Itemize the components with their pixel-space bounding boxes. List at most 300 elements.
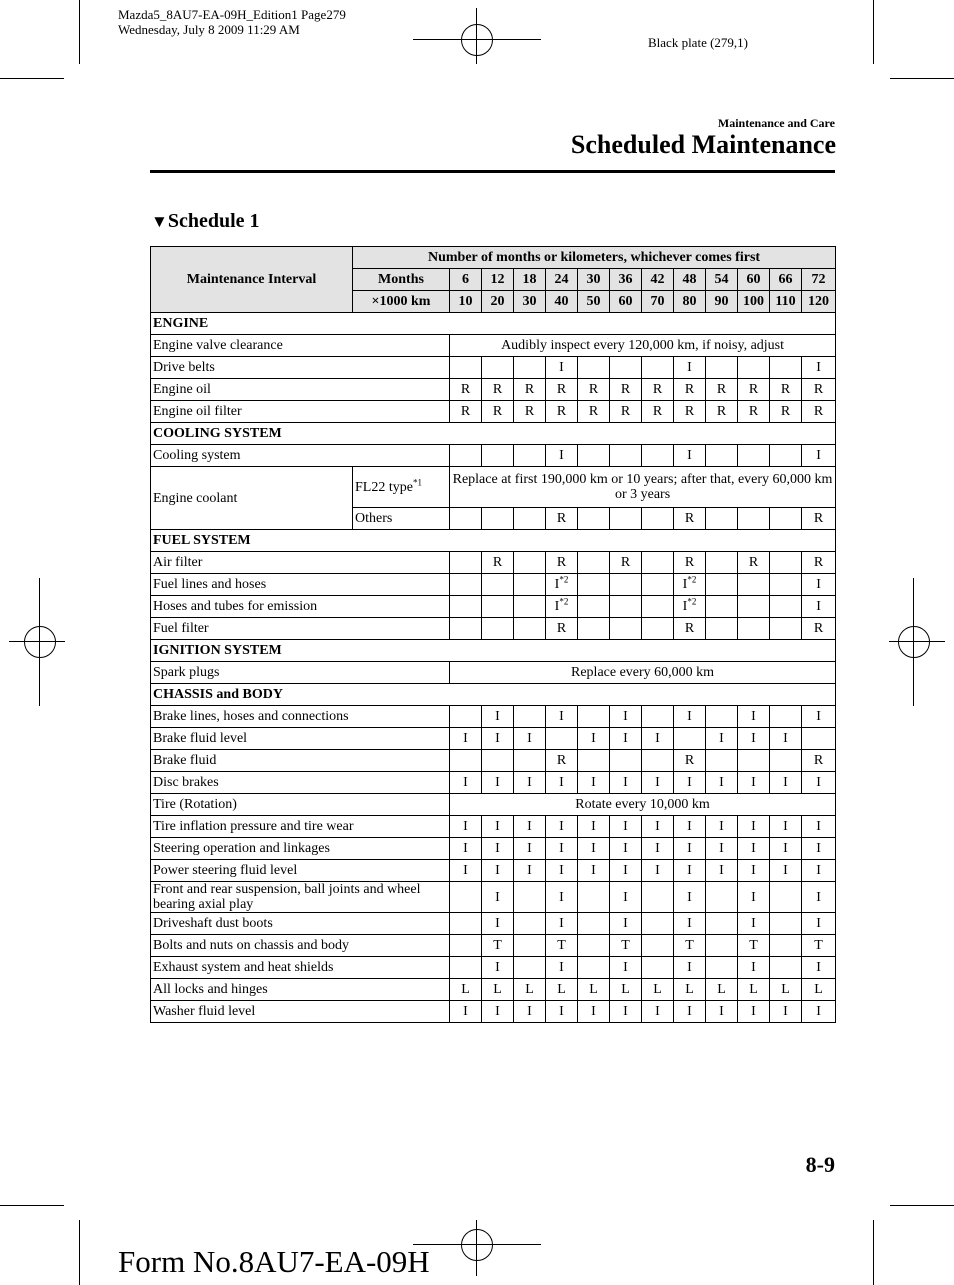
schedule-cell: I bbox=[802, 957, 836, 979]
schedule-cell: I bbox=[482, 913, 514, 935]
crop-mark bbox=[873, 0, 874, 64]
schedule-cell: R bbox=[674, 508, 706, 530]
schedule-cell bbox=[706, 552, 738, 574]
schedule-cell: I bbox=[610, 772, 642, 794]
schedule-cell: T bbox=[610, 935, 642, 957]
schedule-cell: I bbox=[514, 772, 546, 794]
print-job-line: Mazda5_8AU7-EA-09H_Edition1 Page279 bbox=[118, 7, 346, 22]
schedule-cell bbox=[610, 357, 642, 379]
schedule-cell bbox=[450, 596, 482, 618]
schedule-cell bbox=[738, 357, 770, 379]
item-label: Disc brakes bbox=[151, 772, 450, 794]
schedule-cell: L bbox=[642, 979, 674, 1001]
schedule-cell: R bbox=[802, 750, 836, 772]
schedule-cell: I bbox=[610, 706, 642, 728]
schedule-cell: R bbox=[610, 401, 642, 423]
crop-mark bbox=[413, 39, 541, 40]
crop-mark bbox=[39, 578, 40, 706]
crop-mark bbox=[890, 1205, 954, 1206]
schedule-cell bbox=[738, 508, 770, 530]
schedule-cell bbox=[610, 618, 642, 640]
schedule-cell: T bbox=[546, 935, 578, 957]
schedule-cell: R bbox=[674, 618, 706, 640]
schedule-cell bbox=[770, 882, 802, 913]
schedule-cell: I bbox=[706, 838, 738, 860]
schedule-cell: R bbox=[802, 618, 836, 640]
schedule-cell bbox=[482, 508, 514, 530]
schedule-cell: I bbox=[770, 728, 802, 750]
schedule-cell: I bbox=[450, 838, 482, 860]
section-heading: IGNITION SYSTEM bbox=[151, 640, 836, 662]
crop-mark bbox=[890, 78, 954, 79]
schedule-cell: I bbox=[642, 816, 674, 838]
schedule-cell bbox=[514, 618, 546, 640]
table-row bbox=[151, 335, 836, 357]
months-label: Months bbox=[353, 269, 450, 291]
schedule-cell: L bbox=[578, 979, 610, 1001]
maintenance-schedule-table bbox=[150, 246, 836, 1023]
schedule-cell bbox=[578, 508, 610, 530]
schedule-cell: R bbox=[514, 401, 546, 423]
schedule-cell bbox=[610, 750, 642, 772]
months-value: 42 bbox=[642, 269, 674, 291]
table-row bbox=[151, 728, 836, 750]
schedule-cell: I bbox=[482, 728, 514, 750]
schedule-cell: I bbox=[802, 1001, 836, 1023]
schedule-cell bbox=[738, 445, 770, 467]
schedule-cell: I bbox=[514, 860, 546, 882]
schedule-cell: L bbox=[802, 979, 836, 1001]
schedule-cell: R bbox=[770, 379, 802, 401]
schedule-cell bbox=[706, 618, 738, 640]
schedule-cell: I bbox=[546, 882, 578, 913]
months-value: 12 bbox=[482, 269, 514, 291]
section-row bbox=[151, 423, 836, 445]
schedule-cell: I bbox=[770, 838, 802, 860]
item-label: Power steering fluid level bbox=[151, 860, 450, 882]
interval-note: Replace at first 190,000 km or 10 years; after that, every 60,000 km or 3 years bbox=[450, 467, 836, 508]
km-value: 40 bbox=[546, 291, 578, 313]
schedule-cell: I bbox=[578, 772, 610, 794]
schedule-cell: I bbox=[482, 957, 514, 979]
table-row bbox=[151, 957, 836, 979]
schedule-cell bbox=[642, 750, 674, 772]
schedule-cell: I bbox=[578, 860, 610, 882]
schedule-cell: I bbox=[642, 838, 674, 860]
item-label: Driveshaft dust boots bbox=[151, 913, 450, 935]
schedule-cell: I bbox=[610, 838, 642, 860]
schedule-cell bbox=[514, 552, 546, 574]
schedule-cell bbox=[706, 574, 738, 596]
schedule-cell: I bbox=[674, 772, 706, 794]
registration-mark bbox=[461, 1229, 493, 1261]
schedule-cell bbox=[610, 596, 642, 618]
schedule-cell bbox=[642, 596, 674, 618]
schedule-cell bbox=[738, 618, 770, 640]
crop-mark bbox=[79, 0, 80, 64]
km-value: 70 bbox=[642, 291, 674, 313]
item-label: Fuel filter bbox=[151, 618, 450, 640]
schedule-cell bbox=[642, 882, 674, 913]
item-label: Cooling system bbox=[151, 445, 450, 467]
schedule-cell: I bbox=[546, 957, 578, 979]
schedule-cell bbox=[770, 913, 802, 935]
schedule-cell bbox=[642, 445, 674, 467]
schedule-cell bbox=[706, 706, 738, 728]
km-label: ×1000 km bbox=[353, 291, 450, 313]
table-row bbox=[151, 913, 836, 935]
schedule-cell bbox=[578, 574, 610, 596]
schedule-cell bbox=[706, 913, 738, 935]
schedule-cell bbox=[450, 957, 482, 979]
table-row bbox=[151, 816, 836, 838]
schedule-cell: I bbox=[610, 860, 642, 882]
table-row bbox=[151, 860, 836, 882]
schedule-cell: L bbox=[482, 979, 514, 1001]
months-value: 72 bbox=[802, 269, 836, 291]
coolant-type-fl22 bbox=[353, 467, 450, 508]
schedule-cell: I bbox=[514, 1001, 546, 1023]
table-row bbox=[151, 596, 836, 618]
km-value: 110 bbox=[770, 291, 802, 313]
footnote-ref: *2 bbox=[559, 596, 569, 607]
form-number: Form No.8AU7-EA-09H bbox=[118, 1244, 430, 1279]
schedule-cell bbox=[770, 706, 802, 728]
schedule-cell: I bbox=[802, 706, 836, 728]
schedule-cell: I bbox=[674, 838, 706, 860]
table-row bbox=[151, 574, 836, 596]
schedule-cell: L bbox=[738, 979, 770, 1001]
schedule-cell: L bbox=[546, 979, 578, 1001]
item-label: Tire inflation pressure and tire wear bbox=[151, 816, 450, 838]
months-value: 66 bbox=[770, 269, 802, 291]
months-value: 36 bbox=[610, 269, 642, 291]
schedule-cell bbox=[642, 913, 674, 935]
schedule-cell: I bbox=[546, 357, 578, 379]
item-label: Spark plugs bbox=[151, 662, 450, 684]
schedule-cell: L bbox=[706, 979, 738, 1001]
schedule-cell: I bbox=[610, 913, 642, 935]
item-label: Bolts and nuts on chassis and body bbox=[151, 935, 450, 957]
schedule-cell: R bbox=[610, 379, 642, 401]
schedule-cell: I bbox=[802, 574, 836, 596]
interval-note: Rotate every 10,000 km bbox=[450, 794, 836, 816]
schedule-cell bbox=[674, 728, 706, 750]
schedule-cell bbox=[706, 882, 738, 913]
schedule-cell bbox=[578, 750, 610, 772]
schedule-cell bbox=[610, 445, 642, 467]
interval-note: Replace every 60,000 km bbox=[450, 662, 836, 684]
schedule-cell: R bbox=[770, 401, 802, 423]
schedule-cell: R bbox=[642, 379, 674, 401]
schedule-cell: I bbox=[770, 1001, 802, 1023]
schedule-cell: R bbox=[546, 508, 578, 530]
item-label: Engine valve clearance bbox=[151, 335, 450, 357]
registration-mark bbox=[461, 24, 493, 56]
schedule-cell bbox=[770, 957, 802, 979]
schedule-cell bbox=[578, 913, 610, 935]
schedule-cell bbox=[578, 596, 610, 618]
page-title: Scheduled Maintenance bbox=[570, 130, 836, 159]
km-value: 20 bbox=[482, 291, 514, 313]
interval-header: Maintenance Interval bbox=[151, 247, 353, 313]
schedule-cell: I bbox=[546, 1001, 578, 1023]
schedule-cell bbox=[482, 618, 514, 640]
cell-code: I bbox=[554, 599, 560, 614]
schedule-cell: L bbox=[450, 979, 482, 1001]
schedule-cell bbox=[674, 574, 706, 596]
schedule-cell: I bbox=[802, 913, 836, 935]
schedule-cell bbox=[514, 596, 546, 618]
schedule-cell: T bbox=[674, 935, 706, 957]
schedule-cell: R bbox=[802, 379, 836, 401]
table-row bbox=[151, 772, 836, 794]
schedule-cell bbox=[770, 574, 802, 596]
schedule-cell: I bbox=[610, 1001, 642, 1023]
item-label: Fuel lines and hoses bbox=[151, 574, 450, 596]
crop-mark bbox=[79, 1220, 80, 1285]
item-label: Engine oil filter bbox=[151, 401, 450, 423]
schedule-cell: R bbox=[450, 401, 482, 423]
schedule-cell: R bbox=[482, 552, 514, 574]
schedule-cell: I bbox=[482, 772, 514, 794]
schedule-cell: R bbox=[546, 401, 578, 423]
item-label: Brake fluid bbox=[151, 750, 450, 772]
registration-mark bbox=[898, 626, 930, 658]
schedule-cell: I bbox=[578, 728, 610, 750]
schedule-cell bbox=[610, 574, 642, 596]
crop-mark bbox=[476, 8, 477, 64]
table-row bbox=[151, 1001, 836, 1023]
interval-note: Audibly inspect every 120,000 km, if noisy, adjust bbox=[450, 335, 836, 357]
schedule-cell bbox=[514, 913, 546, 935]
schedule-cell bbox=[738, 596, 770, 618]
table-row bbox=[151, 552, 836, 574]
section-row bbox=[151, 530, 836, 552]
schedule-cell: I bbox=[738, 913, 770, 935]
schedule-cell: I bbox=[738, 1001, 770, 1023]
footnote-ref: *2 bbox=[687, 596, 697, 607]
schedule-cell: I bbox=[674, 882, 706, 913]
schedule-cell bbox=[642, 357, 674, 379]
schedule-cell: R bbox=[802, 401, 836, 423]
schedule-cell: I bbox=[450, 728, 482, 750]
schedule-cell bbox=[642, 957, 674, 979]
schedule-cell bbox=[450, 913, 482, 935]
schedule-cell bbox=[450, 508, 482, 530]
schedule-cell bbox=[546, 574, 578, 596]
schedule-cell: I bbox=[802, 838, 836, 860]
item-label: Exhaust system and heat shields bbox=[151, 957, 450, 979]
schedule-cell: I bbox=[578, 838, 610, 860]
schedule-cell bbox=[514, 357, 546, 379]
schedule-cell: I bbox=[450, 860, 482, 882]
schedule-cell: R bbox=[674, 379, 706, 401]
schedule-cell: R bbox=[642, 401, 674, 423]
registration-mark bbox=[24, 626, 56, 658]
months-value: 18 bbox=[514, 269, 546, 291]
table-row bbox=[151, 618, 836, 640]
schedule-cell bbox=[674, 596, 706, 618]
schedule-cell: I bbox=[546, 445, 578, 467]
schedule-cell: I bbox=[674, 957, 706, 979]
schedule-cell: I bbox=[642, 772, 674, 794]
crop-mark bbox=[476, 1220, 477, 1276]
schedule-cell bbox=[738, 574, 770, 596]
coolant-type-others: Others bbox=[353, 508, 450, 530]
months-value: 24 bbox=[546, 269, 578, 291]
schedule-cell: R bbox=[546, 618, 578, 640]
schedule-cell bbox=[482, 574, 514, 596]
section-heading: COOLING SYSTEM bbox=[151, 423, 836, 445]
schedule-cell bbox=[610, 508, 642, 530]
schedule-cell: I bbox=[482, 706, 514, 728]
item-label: Hoses and tubes for emission bbox=[151, 596, 450, 618]
schedule-cell: I bbox=[802, 882, 836, 913]
schedule-cell: R bbox=[674, 401, 706, 423]
schedule-cell: R bbox=[578, 401, 610, 423]
schedule-cell bbox=[578, 882, 610, 913]
schedule-cell: I bbox=[450, 816, 482, 838]
schedule-cell: I bbox=[706, 772, 738, 794]
schedule-cell: I bbox=[610, 957, 642, 979]
months-value: 30 bbox=[578, 269, 610, 291]
schedule-cell: I bbox=[674, 706, 706, 728]
schedule-cell: I bbox=[642, 860, 674, 882]
table-row bbox=[151, 838, 836, 860]
schedule-cell: I bbox=[770, 772, 802, 794]
section-heading: FUEL SYSTEM bbox=[151, 530, 836, 552]
triangle-down-icon: ▼ bbox=[151, 212, 168, 231]
schedule-cell bbox=[578, 706, 610, 728]
schedule-cell bbox=[642, 574, 674, 596]
schedule-cell: T bbox=[482, 935, 514, 957]
schedule-cell: I bbox=[674, 445, 706, 467]
schedule-cell bbox=[706, 508, 738, 530]
schedule-cell: R bbox=[514, 379, 546, 401]
km-value: 80 bbox=[674, 291, 706, 313]
section-row bbox=[151, 640, 836, 662]
table-row bbox=[151, 662, 836, 684]
schedule-cell bbox=[802, 728, 836, 750]
schedule-cell: I bbox=[706, 1001, 738, 1023]
item-label: Engine coolant bbox=[151, 467, 353, 530]
item-label: Tire (Rotation) bbox=[151, 794, 450, 816]
crop-mark bbox=[413, 1244, 541, 1245]
section-heading: CHASSIS and BODY bbox=[151, 684, 836, 706]
schedule-cell bbox=[578, 935, 610, 957]
item-label: Drive belts bbox=[151, 357, 450, 379]
crop-mark bbox=[889, 641, 945, 642]
schedule-cell: I bbox=[546, 860, 578, 882]
km-value: 60 bbox=[610, 291, 642, 313]
schedule-cell: R bbox=[578, 379, 610, 401]
schedule-cell: T bbox=[802, 935, 836, 957]
item-label: Brake fluid level bbox=[151, 728, 450, 750]
page-number: 8-9 bbox=[805, 1152, 835, 1177]
schedule-cell: I bbox=[514, 816, 546, 838]
schedule-cell: I bbox=[642, 1001, 674, 1023]
item-label: Engine oil bbox=[151, 379, 450, 401]
schedule-cell: R bbox=[706, 401, 738, 423]
schedule-cell bbox=[514, 706, 546, 728]
months-value: 54 bbox=[706, 269, 738, 291]
schedule-cell: I bbox=[738, 772, 770, 794]
footnote-ref: *1 bbox=[412, 476, 422, 487]
schedule-cell bbox=[770, 935, 802, 957]
schedule-cell bbox=[642, 935, 674, 957]
schedule-cell: I bbox=[770, 860, 802, 882]
schedule-cell: I bbox=[642, 728, 674, 750]
km-value: 30 bbox=[514, 291, 546, 313]
schedule-cell: I bbox=[578, 1001, 610, 1023]
schedule-cell bbox=[578, 957, 610, 979]
schedule-cell bbox=[482, 445, 514, 467]
schedule-cell bbox=[578, 618, 610, 640]
schedule-cell bbox=[514, 445, 546, 467]
schedule-cell bbox=[770, 445, 802, 467]
cell-code: I bbox=[554, 577, 560, 592]
schedule-cell: I bbox=[482, 860, 514, 882]
schedule-cell: I bbox=[802, 445, 836, 467]
schedule-cell: T bbox=[738, 935, 770, 957]
schedule-cell bbox=[706, 445, 738, 467]
km-value: 50 bbox=[578, 291, 610, 313]
schedule-cell: I bbox=[738, 860, 770, 882]
schedule-cell: R bbox=[450, 379, 482, 401]
schedule-cell bbox=[546, 728, 578, 750]
coolant-type-label: FL22 type bbox=[355, 479, 413, 495]
table-row bbox=[151, 467, 836, 508]
schedule-cell bbox=[706, 357, 738, 379]
km-value: 90 bbox=[706, 291, 738, 313]
schedule-cell: I bbox=[738, 728, 770, 750]
schedule-cell bbox=[450, 618, 482, 640]
crop-mark bbox=[0, 78, 64, 79]
schedule-cell bbox=[514, 957, 546, 979]
schedule-cell bbox=[770, 552, 802, 574]
schedule-cell bbox=[450, 445, 482, 467]
schedule-cell: I bbox=[546, 772, 578, 794]
schedule-cell: I bbox=[674, 1001, 706, 1023]
schedule-cell: R bbox=[738, 552, 770, 574]
schedule-cell bbox=[514, 508, 546, 530]
schedule-cell: I bbox=[546, 913, 578, 935]
schedule-cell: I bbox=[546, 816, 578, 838]
schedule-cell bbox=[514, 750, 546, 772]
schedule-cell bbox=[770, 508, 802, 530]
schedule-cell bbox=[546, 596, 578, 618]
schedule-cell: I bbox=[546, 706, 578, 728]
schedule-cell: I bbox=[674, 860, 706, 882]
schedule-heading bbox=[151, 210, 260, 233]
schedule-cell bbox=[514, 935, 546, 957]
table-row bbox=[151, 750, 836, 772]
schedule-cell: I bbox=[674, 357, 706, 379]
schedule-cell: I bbox=[514, 728, 546, 750]
schedule-cell: R bbox=[546, 379, 578, 401]
km-value: 100 bbox=[738, 291, 770, 313]
table-row bbox=[151, 794, 836, 816]
schedule-cell: I bbox=[450, 1001, 482, 1023]
schedule-cell bbox=[642, 706, 674, 728]
schedule-cell: I bbox=[482, 816, 514, 838]
schedule-cell: I bbox=[610, 882, 642, 913]
print-date-line: Wednesday, July 8 2009 11:29 AM bbox=[118, 22, 300, 37]
schedule-cell bbox=[706, 750, 738, 772]
table-row bbox=[151, 706, 836, 728]
schedule-cell: I bbox=[770, 816, 802, 838]
